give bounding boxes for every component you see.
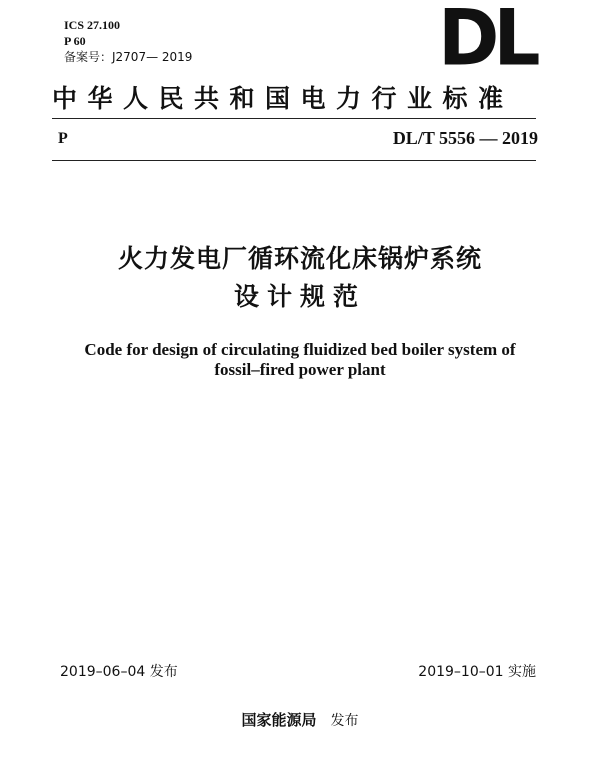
title-chinese-line-1: 火力发电厂循环流化床锅炉系统 — [117, 244, 482, 273]
header-divider — [52, 118, 536, 119]
issuer — [0, 710, 600, 731]
record-number: 备案号：J2707— 2019 — [64, 50, 193, 64]
issuer-action: 发布 — [330, 713, 359, 729]
standard-number-divider — [52, 160, 536, 161]
ics-code: ICS 27.100 — [64, 18, 121, 32]
classification-code: P 60 — [64, 34, 86, 48]
issue-date: 2019–06–04 发布 — [60, 664, 178, 680]
issuer-organization: 国家能源局 — [241, 711, 317, 729]
title-english-line-2: fossil–fired power plant — [214, 360, 386, 379]
title-chinese-line-2: 设计规范 — [233, 282, 366, 311]
standard-category: P — [58, 130, 68, 147]
effective-date: 2019–10–01 实施 — [418, 664, 536, 680]
standard-number: DL/T 5556 — 2019 — [392, 128, 538, 148]
dl-logo: DL — [438, 0, 535, 84]
title-english-line-1: Code for design of circulating fluidized bed boiler system of — [84, 340, 516, 359]
standard-organization: 中华人民共和国电力行业标准 — [52, 84, 514, 113]
